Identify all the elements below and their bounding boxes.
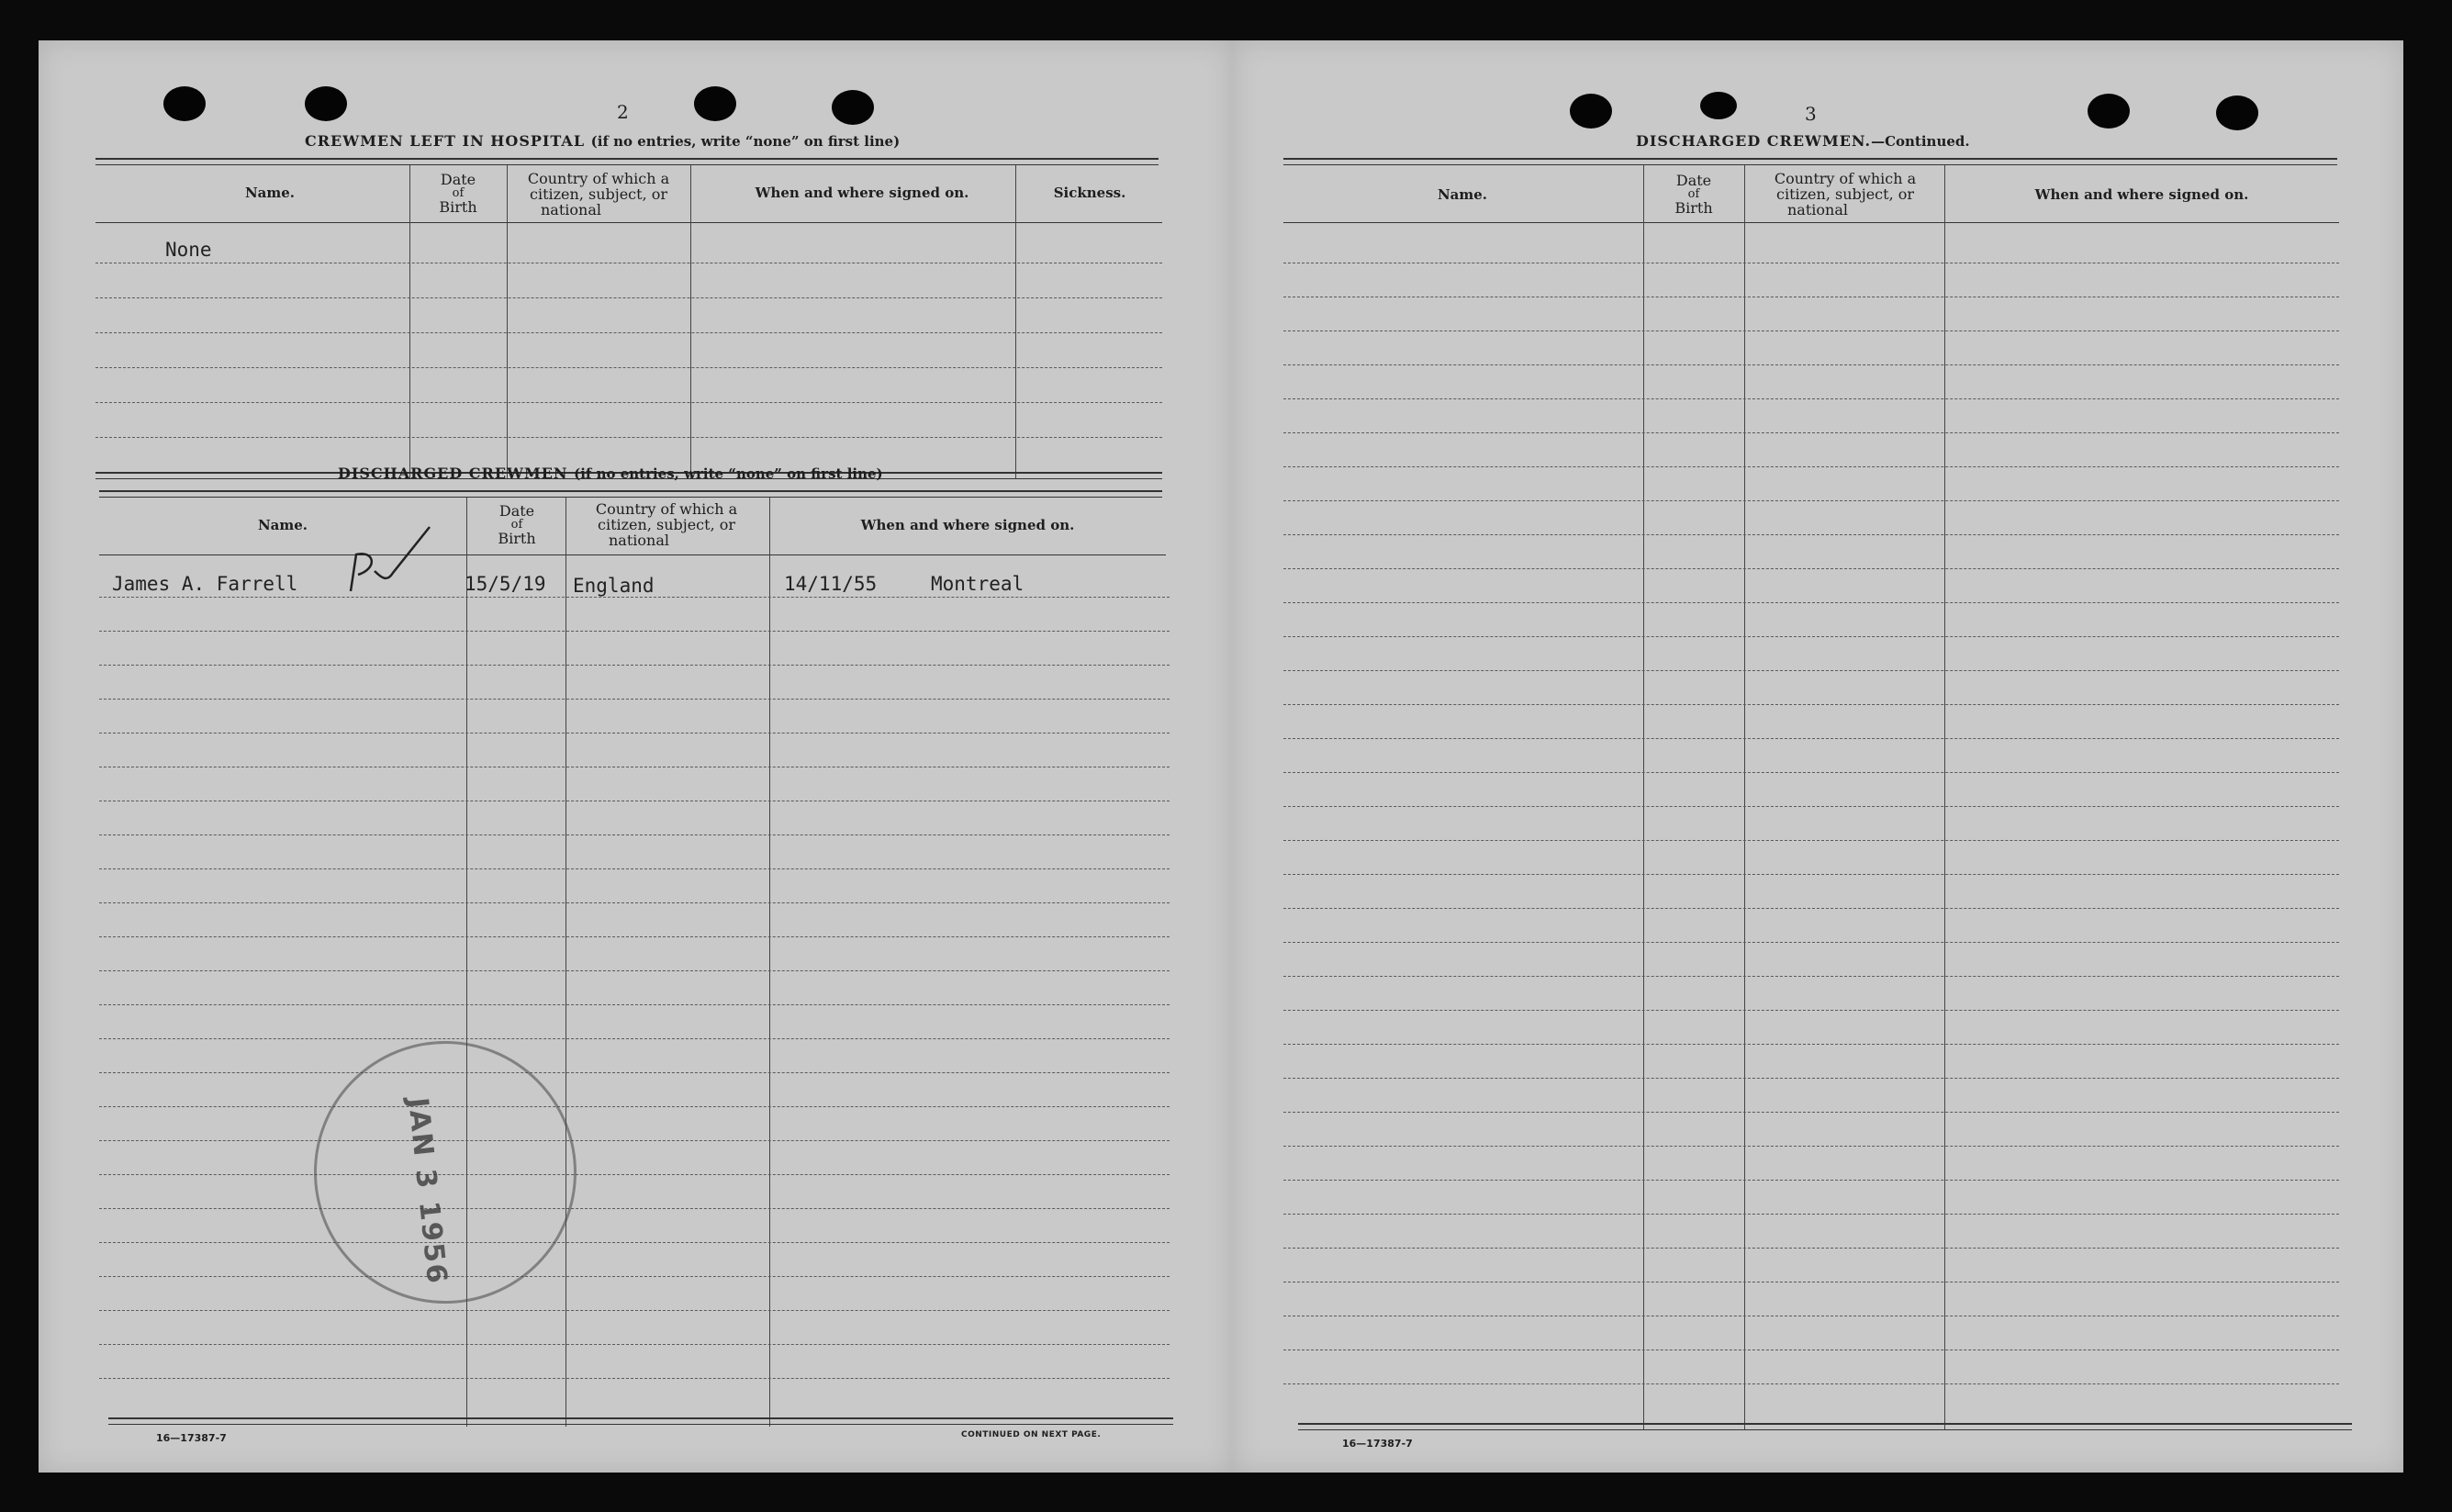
ruled-line: [1283, 772, 2339, 773]
ruled-line: [99, 1208, 1170, 1209]
form-code: 16—17387-7: [1342, 1438, 1413, 1450]
discharged-col-name: Name.: [257, 517, 308, 533]
ruled-line: [99, 902, 1170, 903]
hospital-col-country: Country of which a citizen, subject, or national: [527, 170, 670, 218]
ruled-line: [1283, 874, 2339, 875]
right-col-name: Name.: [1437, 186, 1488, 203]
ruled-line: [1283, 1010, 2339, 1011]
right-header-rule: [1283, 222, 2339, 223]
ruled-line: [99, 1072, 1170, 1073]
punch-hole: [694, 86, 736, 121]
discharged-col-signed: When and where signed on.: [860, 517, 1075, 533]
punch-hole: [163, 86, 206, 121]
right-col-dob: Date of Birth: [1674, 172, 1713, 217]
punch-hole: [832, 90, 874, 125]
ruled-line: [1283, 1078, 2339, 1079]
ruled-line: [1283, 1044, 2339, 1045]
stamp-date-text: JAN 3 1956: [401, 1096, 453, 1287]
ruled-line: [1283, 466, 2339, 467]
ruled-line: [99, 970, 1170, 971]
crew-name: James A. Farrell: [112, 573, 298, 595]
ruled-line: [1283, 364, 2339, 365]
ruled-line: [99, 1310, 1170, 1311]
ruled-line: [1283, 738, 2339, 739]
punch-hole: [1570, 94, 1612, 129]
ruled-line: [99, 868, 1170, 869]
punch-hole: [1700, 92, 1737, 119]
punch-hole: [305, 86, 347, 121]
hospital-section-title: CREWMEN LEFT IN HOSPITAL (if no entries, write “none” on first line): [305, 132, 901, 150]
right-col-country: Country of which a citizen, subject, or national: [1774, 170, 1917, 218]
ruled-line: [1283, 636, 2339, 637]
ruled-line: [99, 936, 1170, 937]
discharged-section-title: DISCHARGED CREWMEN (if no entries, write “none” on first line): [338, 465, 883, 482]
crew-signed-place: Montreal: [931, 573, 1024, 595]
crew-signed-date: 14/11/55: [784, 573, 878, 595]
ruled-line: [99, 1276, 1170, 1277]
discharged-bottom-rule: [108, 1417, 1173, 1425]
punch-hole: [2216, 95, 2258, 130]
crew-dob: 15/5/19: [465, 573, 546, 595]
page-number: 2: [617, 101, 629, 123]
ruled-line: [1283, 976, 2339, 977]
ruled-line: [1283, 840, 2339, 841]
hospital-entry-none: None: [165, 239, 212, 261]
ruled-line: [1283, 704, 2339, 705]
hospital-header-rule: [95, 222, 1162, 223]
ruled-line: [1283, 942, 2339, 943]
ruled-line: [99, 1344, 1170, 1345]
ruled-line: [1283, 1146, 2339, 1147]
ruled-line: [1283, 398, 2339, 399]
discharged-header-rule: [99, 554, 1166, 555]
ruled-line: [1283, 1112, 2339, 1113]
ruled-line: [1283, 432, 2339, 433]
ruled-line: [1283, 500, 2339, 501]
ruled-line: [99, 631, 1170, 632]
ruled-line: [99, 834, 1170, 835]
ruled-line: [1283, 908, 2339, 909]
hospital-col-signed: When and where signed on.: [755, 185, 969, 201]
left-page: [39, 40, 1232, 1473]
discharged-top-rule: [99, 490, 1162, 498]
punch-hole: [2088, 94, 2130, 129]
hospital-col-dob: Date of Birth: [439, 171, 477, 216]
ruled-line: [99, 665, 1170, 666]
ruled-line: [99, 1378, 1170, 1379]
ruled-line: [99, 1242, 1170, 1243]
ruled-line: [1283, 670, 2339, 671]
right-section-title: DISCHARGED CREWMEN.—Continued.: [1636, 132, 1970, 150]
ruled-line: [1283, 806, 2339, 807]
right-col-signed: When and where signed on.: [2034, 186, 2249, 203]
form-code: 16—17387-7: [156, 1432, 227, 1444]
ruled-line: [1283, 1248, 2339, 1249]
ruled-line: [99, 1106, 1170, 1107]
ruled-line: [1283, 602, 2339, 603]
right-bottom-rule: [1298, 1423, 2352, 1430]
ruled-line: [99, 597, 1170, 598]
crew-country: England: [573, 575, 655, 597]
discharged-col-dob: Date of Birth: [498, 502, 536, 547]
ruled-line: [1283, 568, 2339, 569]
ruled-line: [1283, 1180, 2339, 1181]
ruled-line: [99, 1174, 1170, 1175]
discharged-col-country: Country of which a citizen, subject, or national: [595, 500, 738, 549]
ruled-line: [1283, 534, 2339, 535]
continued-note: CONTINUED ON NEXT PAGE.: [961, 1430, 1102, 1439]
ruled-line: [99, 733, 1170, 734]
hospital-col-name: Name.: [244, 185, 296, 201]
checkmark-signature-icon: [338, 518, 439, 600]
page-number: 3: [1805, 103, 1817, 125]
ruled-line: [99, 1140, 1170, 1141]
hospital-top-rule: [95, 158, 1159, 165]
ruled-line: [99, 699, 1170, 700]
ruled-line: [99, 1004, 1170, 1005]
ruled-line: [1283, 1383, 2339, 1384]
ruled-line: [99, 1038, 1170, 1039]
right-top-rule: [1283, 158, 2337, 165]
hospital-col-sickness: Sickness.: [1053, 185, 1126, 201]
ruled-line: [1283, 1214, 2339, 1215]
ruled-line: [1283, 330, 2339, 331]
right-page: [1232, 40, 2403, 1473]
